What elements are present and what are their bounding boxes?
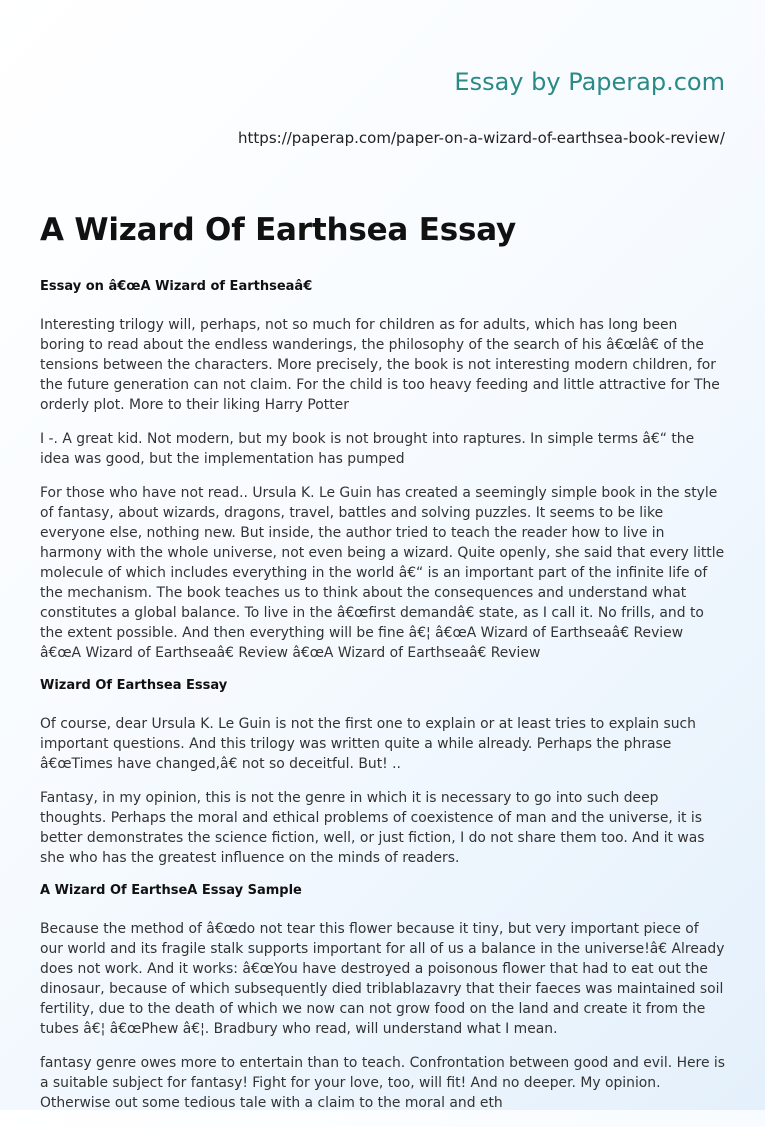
paragraph: fantasy genre owes more to entertain than to teach. Confrontation between good and evil. Here is a suitable subject for fantasy! Fight for your love, too, will fit! And no deeper. My opinion. Otherwise out some tedious tale with a claim to the moral and eth: [40, 1055, 726, 1111]
section-heading: Essay on â€œA Wizard of Earthseaâ€: [40, 279, 313, 294]
paragraph: Fantasy, in my opinion, this is not the genre in which it is necessary to go into such deep thoughts. Perhaps the moral and ethical problems of coexistence of man and the universe, it is better demonstrates the science fiction, well, or just fiction, I do not share them too. And it was she who has the greatest influence on the minds of readers.: [40, 790, 705, 866]
paragraph: I -. A great kid. Not modern, but my book is not brought into raptures. In simple terms â€“ the idea was good, but the implementation has pumped: [40, 431, 695, 467]
paragraph: For those who have not read.. Ursula K. Le Guin has created a seemingly simple book in the style of fantasy, about wizards, dragons, travel, battles and solving puzzles. It seems to be like everyone else, nothing new. But inside, the author tried to teach the reader how to live in harmony with the whole universe, not even being a wizard. Quite openly, she said that every little molecule of which includes everything in the world â€“ is an important part of the infinite life of the mechanism. The book teaches us to think about the consequences and understand what constitutes a global balance. To live in the â€œfirst demandâ€ state, as I call it. No frills, and to the extent possible. And then everything will be fine â€¦ â€œA Wizard of Earthseaâ€ Review â€œA Wizard of Earthseaâ€ Review â€œA Wizard of Earthseaâ€ Review: [40, 485, 725, 661]
section-heading: A Wizard Of EarthseA Essay Sample: [40, 883, 302, 898]
paragraph: Of course, dear Ursula K. Le Guin is not the first one to explain or at least tries to explain such important questions. And this trilogy was written quite a while already. Perhaps the phrase â€œTimes have changed,â€ not so deceitful. But! ..: [40, 716, 696, 772]
section-heading: Wizard Of Earthsea Essay: [40, 678, 228, 693]
source-url[interactable]: https://paperap.com/paper-on-a-wizard-of-earthsea-book-review/: [238, 129, 725, 147]
page-title: A Wizard Of Earthsea Essay: [40, 212, 516, 248]
essay-body: [40, 278, 726, 1127]
paragraph: Interesting trilogy will, perhaps, not so much for children as for adults, which has long been boring to read about the endless wanderings, the philosophy of the search of his â€œlâ€ of the tensions between the characters. More precisely, the book is not interesting modern children, for the future generation can not claim. For the child is too heavy feeding and little attractive for The orderly plot. More to their liking Harry Potter: [40, 317, 720, 413]
paragraph: Because the method of â€œdo not tear this flower because it tiny, but very important piece of our world and its fragile stalk supports important for all of us a balance in the universe!â€ Already does not work. And it works: â€œYou have destroyed a poisonous flower that had to eat out the dinosaur, because of which subsequently died triblablazavry that their faeces was maintained soil fertility, due to the death of which we now can not grow food on the land and create it from the tubes â€¦ â€œPhew â€¦. Bradbury who read, will understand what I mean.: [40, 921, 725, 1037]
site-brand[interactable]: Essay by Paperap.com: [454, 68, 725, 96]
